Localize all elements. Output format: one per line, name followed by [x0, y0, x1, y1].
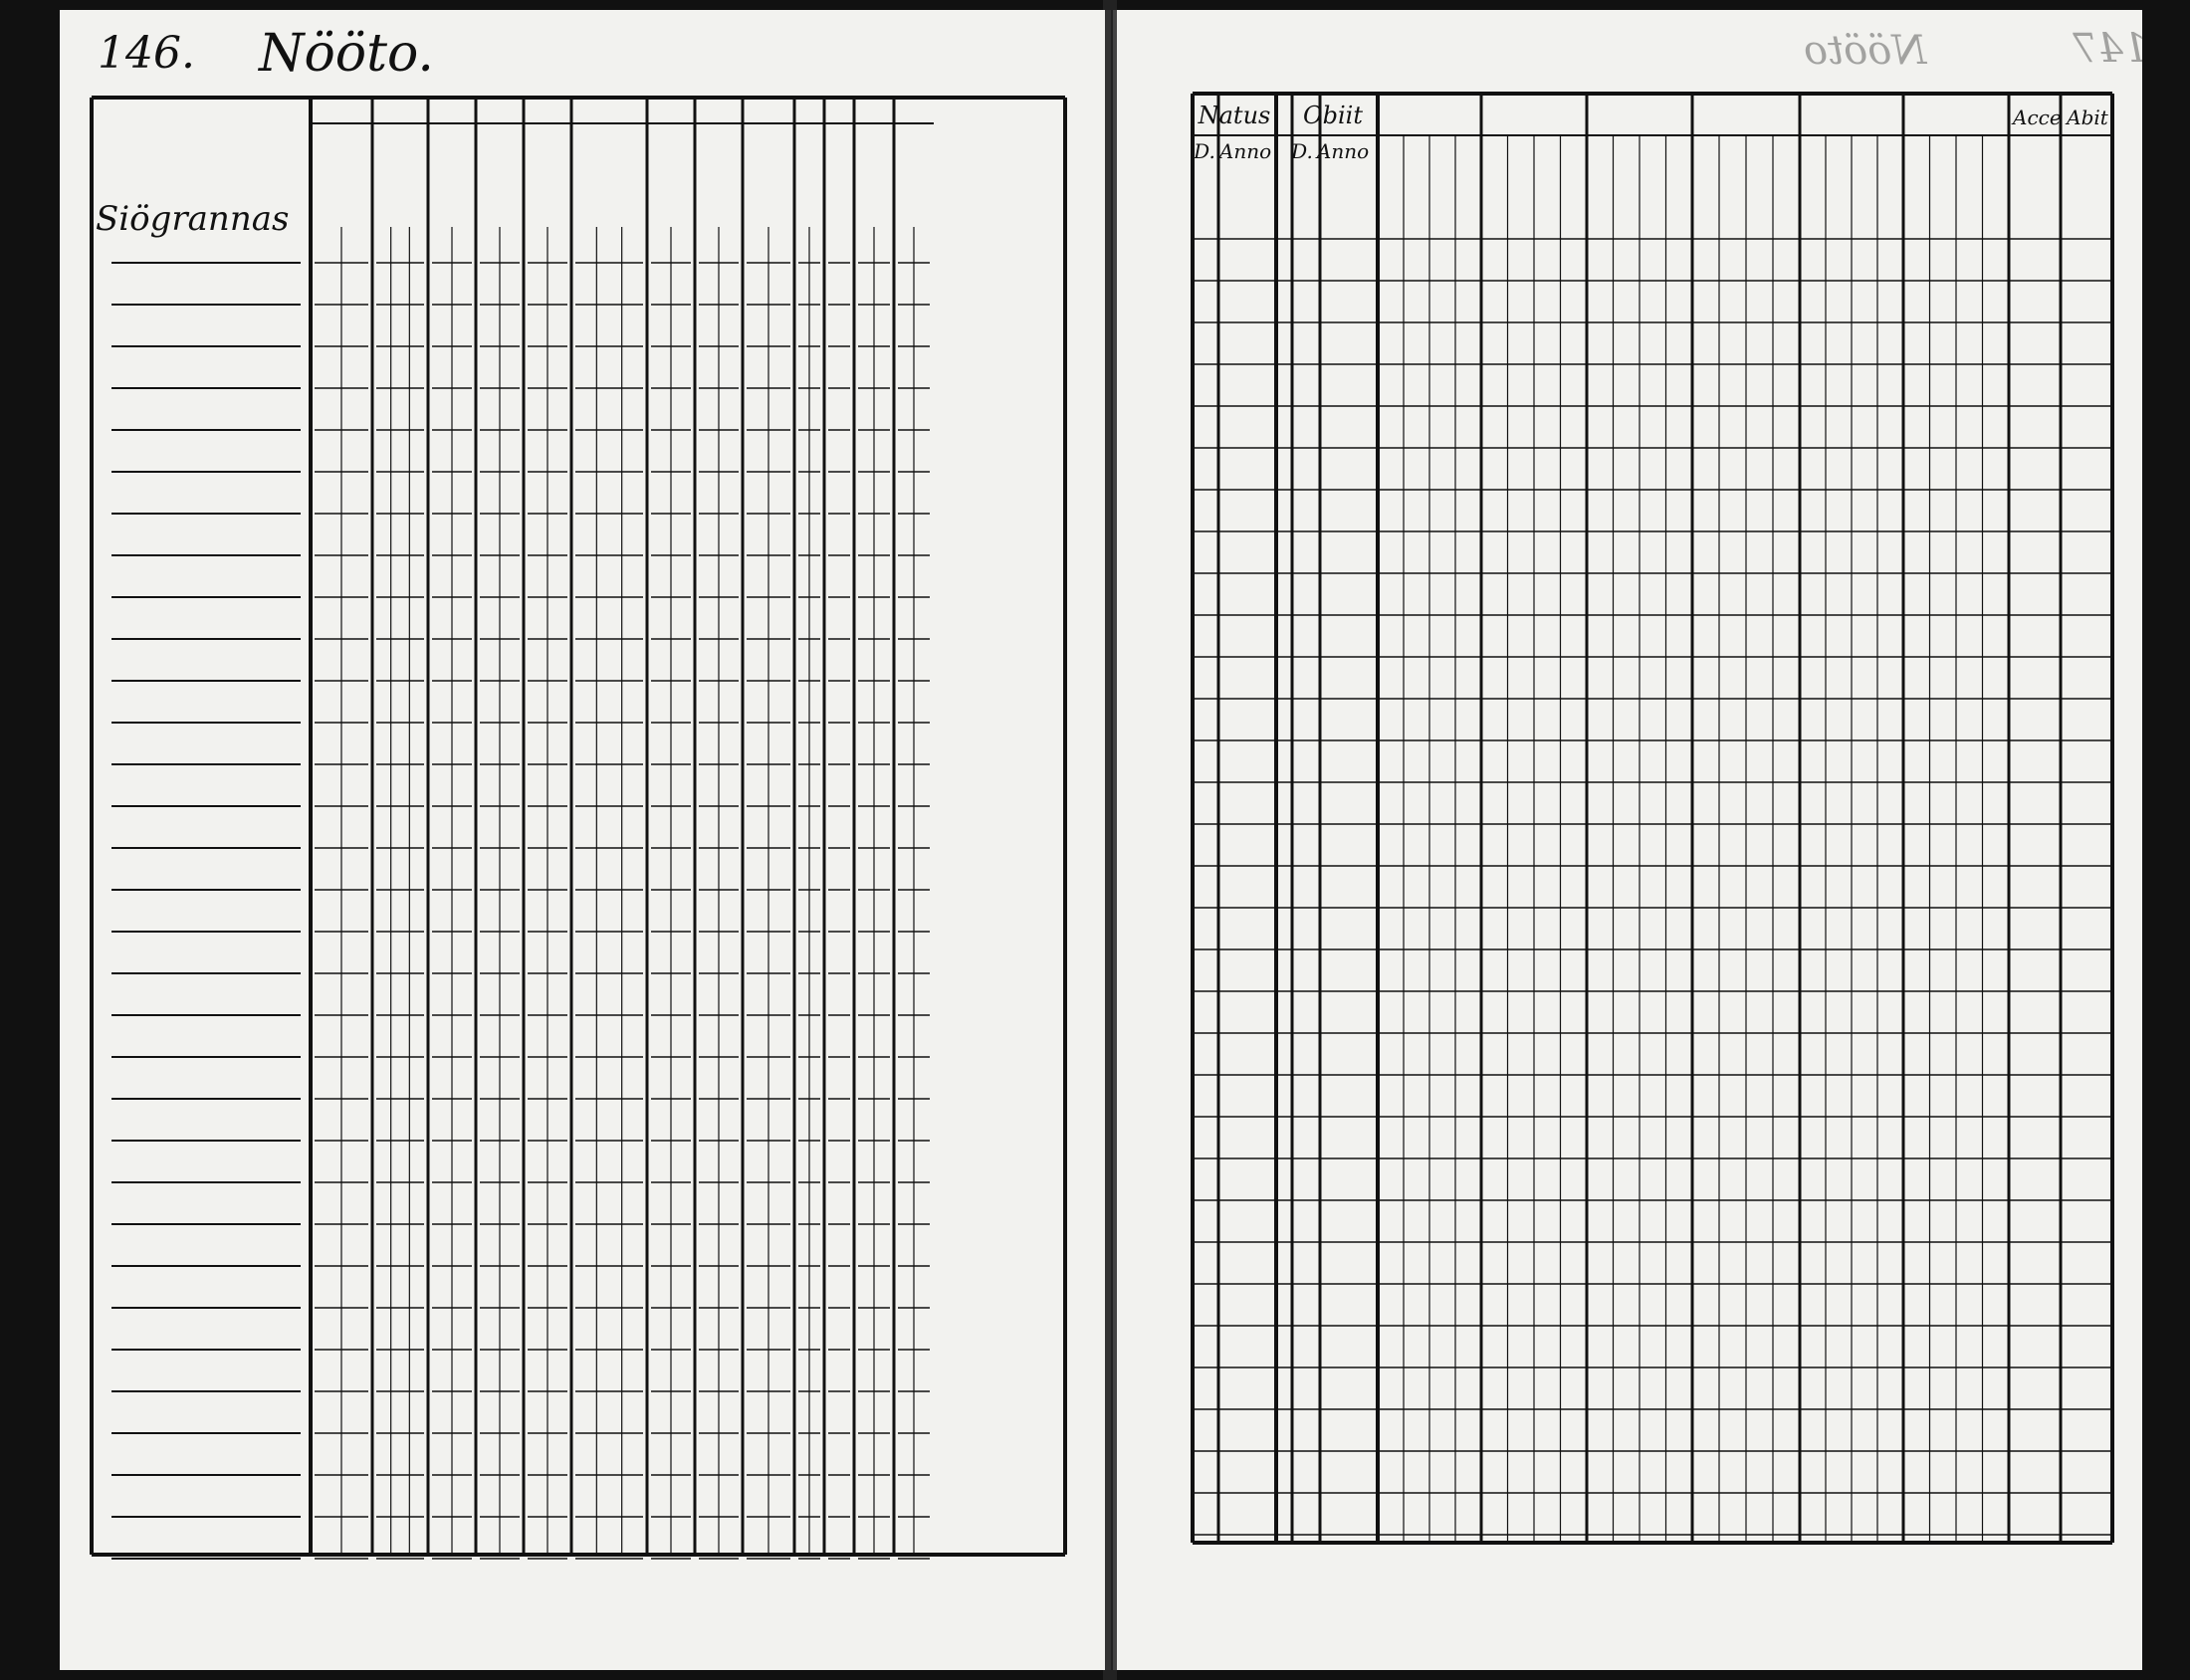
col-obiit-day: D.	[1291, 139, 1313, 163]
section-label: Siögrannas	[96, 199, 290, 239]
left-page	[60, 10, 1111, 1670]
col-abit: Abit	[2067, 105, 2108, 129]
col-obiit: Obiit	[1302, 102, 1364, 129]
col-obiit-anno: Anno	[1316, 139, 1370, 163]
col-natus-day: D.	[1194, 139, 1215, 163]
col-natus: Natus	[1198, 102, 1271, 129]
col-acce: Acce	[2013, 105, 2062, 129]
right-page	[1113, 10, 2149, 1670]
right-page-number: 147	[2073, 26, 2149, 72]
left-page-number: 146.	[98, 28, 195, 79]
left-page-title: Nööto.	[259, 24, 434, 84]
left-ledger-grid	[60, 10, 1105, 1670]
right-page-title-bleed: Nööto	[1804, 28, 1927, 74]
col-natus-anno: Anno	[1218, 139, 1272, 163]
right-ledger-grid	[1117, 10, 2142, 1670]
